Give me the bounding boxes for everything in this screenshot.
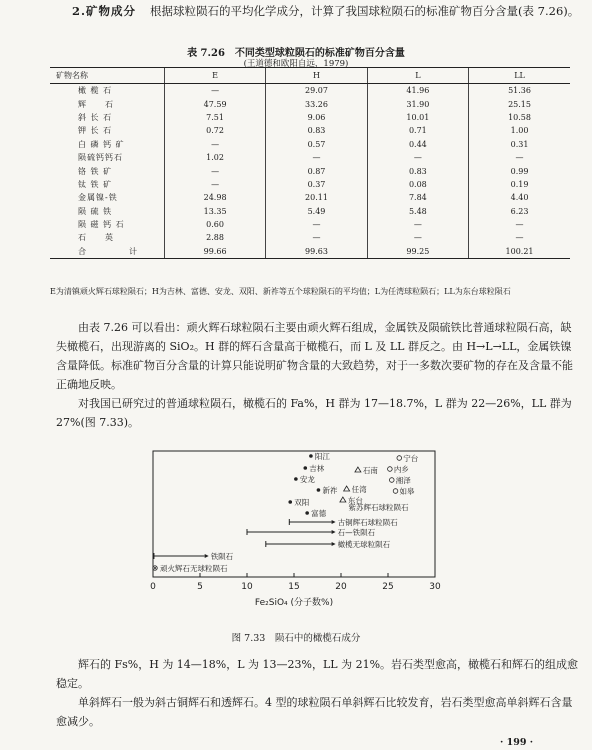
cell-value: 33.26 bbox=[266, 97, 367, 110]
cell-value: 7.84 bbox=[367, 191, 468, 204]
cell-value: — bbox=[469, 218, 570, 231]
cell-value: 0.72 bbox=[164, 124, 265, 137]
cell-value: 5.49 bbox=[266, 205, 367, 218]
sample-dot-marker bbox=[305, 511, 309, 515]
cell-value: — bbox=[164, 84, 265, 98]
intro-paragraph bbox=[72, 2, 582, 21]
cell-mineral: 石 英 bbox=[78, 233, 114, 243]
cell-value: 99.63 bbox=[266, 245, 367, 259]
cell-mineral: 铬 铁 矿 bbox=[78, 166, 113, 176]
table-row bbox=[50, 138, 570, 151]
cell-value: 1.00 bbox=[469, 124, 570, 137]
cell-value: — bbox=[164, 178, 265, 191]
figure-caption: 图 7.33 陨石中的橄榄石成分 bbox=[231, 633, 361, 644]
range-bar-arrow bbox=[205, 554, 209, 558]
cell-value: 24.98 bbox=[164, 191, 265, 204]
sample-circle-marker bbox=[388, 467, 393, 472]
cell-value: 9.06 bbox=[266, 111, 367, 124]
header-l: L bbox=[367, 68, 468, 84]
table-row bbox=[50, 84, 570, 98]
cell-value: 0.57 bbox=[266, 138, 367, 151]
cell-value: 0.19 bbox=[469, 178, 570, 191]
cell-value: 10.58 bbox=[469, 111, 570, 124]
cell-mineral: 金属镍-铁 bbox=[78, 193, 118, 203]
cell-value: 51.36 bbox=[469, 84, 570, 98]
sample-label: 阳江 bbox=[314, 452, 330, 461]
range-bar-label: 铁陨石 bbox=[210, 552, 234, 561]
table-row bbox=[50, 124, 570, 137]
cell-mineral: 橄 榄 石 bbox=[78, 86, 113, 96]
sample-dot-marker bbox=[309, 454, 313, 458]
sample-label: 安龙 bbox=[299, 475, 315, 484]
cell-value: — bbox=[266, 151, 367, 164]
cell-value: 7.51 bbox=[164, 111, 265, 124]
cell-mineral: 白 磷 钙 矿 bbox=[78, 139, 125, 149]
sample-circle-marker bbox=[389, 478, 394, 483]
table-row bbox=[50, 151, 570, 164]
sample-label: 湘泽 bbox=[395, 476, 411, 485]
table-body bbox=[50, 84, 570, 259]
cell-value: 0.37 bbox=[266, 178, 367, 191]
table-title: 表 7.26 不同类型球粒陨石的标准矿物百分含量 bbox=[187, 48, 405, 59]
cell-mineral: 辉 石 bbox=[78, 99, 114, 109]
sample-label: 东台 bbox=[347, 496, 363, 505]
sample-dot-marker bbox=[294, 477, 298, 481]
cell-value: 2.88 bbox=[164, 231, 265, 244]
sample-circle-marker bbox=[393, 489, 398, 494]
x-axis-title: Fe₂SiO₄ (分子数%) bbox=[254, 598, 334, 608]
sample-triangle-marker bbox=[340, 497, 346, 502]
cell-mineral: 陨 磁 钙 石 bbox=[78, 220, 125, 230]
range-bar-arrow bbox=[332, 530, 336, 534]
cell-value: 0.60 bbox=[164, 218, 265, 231]
range-bar-arrow bbox=[332, 520, 336, 524]
x-tick-label: 0 bbox=[150, 582, 156, 592]
cell-value: 41.96 bbox=[367, 84, 468, 98]
range-bar-label: 古铜辉石球粒陨石 bbox=[337, 518, 398, 527]
range-bar-label: 石—铁陨石 bbox=[337, 528, 376, 537]
header-e: E bbox=[164, 68, 265, 84]
range-bar-label: 橄榄无球粒陨石 bbox=[337, 540, 391, 549]
table-row bbox=[50, 178, 570, 191]
table-row bbox=[50, 191, 570, 204]
sample-label: 吉林 bbox=[309, 464, 325, 473]
page-number: · 199 · bbox=[500, 737, 534, 748]
cell-value: 0.44 bbox=[367, 138, 468, 151]
sample-label: 石南 bbox=[362, 466, 378, 475]
cell-mineral: 陨 硫 铁 bbox=[78, 206, 113, 216]
table-row bbox=[50, 205, 570, 218]
cell-mineral: 钾 长 石 bbox=[78, 126, 113, 136]
table-row bbox=[50, 111, 570, 124]
paragraph-1: 由表 7.26 可以看出：顽火辉石球粒陨石主要由顽火辉石组成，金属铁及陨硫铁比普通球粒陨石高，缺失橄榄石，出现游离的 SiO₂。H 群的辉石含量高于橄榄石，而 L 及 LL 群反之。由 H→L→LL，金属铁镍含量降低。标准矿物百分含量的计算只能说明矿物含量的大致趋势，对于一多数次要矿物的存在及含量不能正确地反映。 bbox=[56, 321, 573, 391]
cell-value: 5.48 bbox=[367, 205, 468, 218]
plot-frame bbox=[153, 451, 435, 577]
x-tick-label: 5 bbox=[197, 582, 203, 592]
x-tick-label: 10 bbox=[241, 582, 253, 592]
cell-value: — bbox=[367, 151, 468, 164]
range-point-dot bbox=[154, 567, 156, 569]
cell-mineral: 陨硫钙钙石 bbox=[78, 153, 123, 163]
cell-value: 13.35 bbox=[164, 205, 265, 218]
cell-value: — bbox=[266, 218, 367, 231]
cell-value: — bbox=[164, 138, 265, 151]
x-tick-label: 25 bbox=[382, 582, 394, 592]
cell-value: 29.07 bbox=[266, 84, 367, 98]
sample-label: 如皋 bbox=[399, 487, 415, 496]
cell-value: — bbox=[266, 231, 367, 244]
cell-mineral: 斜 长 石 bbox=[78, 112, 113, 122]
table-subtitle: (王道德和欧阳自远，1979) bbox=[243, 59, 349, 69]
sample-triangle-marker bbox=[355, 467, 361, 472]
table-row bbox=[50, 164, 570, 177]
cell-value: 0.99 bbox=[469, 164, 570, 177]
sample-label: 新祚 bbox=[322, 486, 338, 495]
intro-text: 根据球粒陨石的平均化学成分，计算了我国球粒陨石的标准矿物百分含量(表 7.26)。 bbox=[150, 4, 580, 18]
cell-mineral: 合 计 bbox=[50, 245, 164, 259]
cell-value: 0.83 bbox=[367, 164, 468, 177]
x-tick-label: 15 bbox=[288, 582, 300, 592]
cell-value: 99.66 bbox=[164, 245, 265, 259]
sample-label: 内乡 bbox=[393, 465, 409, 474]
cell-value: — bbox=[164, 164, 265, 177]
sample-dot-marker bbox=[303, 466, 307, 470]
table-row bbox=[50, 218, 570, 231]
cell-value: 4.40 bbox=[469, 191, 570, 204]
cell-value: 20.11 bbox=[266, 191, 367, 204]
header-mineral: 矿物名称 bbox=[50, 68, 164, 84]
paragraph-2: 对我国已研究过的普通球粒陨石，橄榄石的 Fa%，H 群为 17—18.7%，L 群为 22—26%，LL 群为 27%(图 7.33)。 bbox=[56, 397, 572, 429]
cell-mineral: 钛 铁 矿 bbox=[78, 179, 113, 189]
range-bar-label: 顽火辉石无球粒陨石 bbox=[160, 564, 228, 573]
sample-dot-marker bbox=[317, 488, 321, 492]
x-tick-label: 20 bbox=[335, 582, 347, 592]
x-tick-label: 30 bbox=[429, 582, 441, 592]
sample-dot-marker bbox=[288, 500, 292, 504]
cell-value: 10.01 bbox=[367, 111, 468, 124]
cell-value: 31.90 bbox=[367, 97, 468, 110]
table-header-row bbox=[50, 68, 570, 84]
table-row bbox=[50, 245, 570, 259]
cell-value: 0.31 bbox=[469, 138, 570, 151]
table-row bbox=[50, 231, 570, 244]
legend-label: 紫苏辉石球粒陨石 bbox=[348, 503, 409, 512]
sample-label: 宁台 bbox=[403, 454, 419, 463]
sample-label: 富德 bbox=[311, 509, 327, 518]
sample-label: 双阳 bbox=[294, 498, 310, 507]
header-ll: LL bbox=[469, 68, 570, 84]
intro-lead: 2.矿物成分 bbox=[72, 4, 137, 18]
olivine-composition-figure bbox=[143, 445, 443, 615]
mineral-table bbox=[50, 67, 570, 259]
paragraph-3: 辉石的 Fs%，H 为 14—18%，L 为 13—23%，LL 为 21%。岩石类型愈高，橄榄石和辉石的组成愈稳定。 bbox=[56, 658, 579, 690]
cell-value: 0.87 bbox=[266, 164, 367, 177]
cell-value: 0.08 bbox=[367, 178, 468, 191]
sample-label: 任湾 bbox=[351, 485, 367, 494]
cell-value: 47.59 bbox=[164, 97, 265, 110]
header-h: H bbox=[266, 68, 367, 84]
table-row bbox=[50, 97, 570, 110]
cell-value: 1.02 bbox=[164, 151, 265, 164]
cell-value: 0.83 bbox=[266, 124, 367, 137]
paragraph-4: 单斜辉石一般为斜古铜辉石和透辉石。4 型的球粒陨石单斜辉石比较发育，岩石类型愈高单斜辉石含量愈减少。 bbox=[56, 696, 573, 728]
cell-value: 100.21 bbox=[469, 245, 570, 259]
cell-value: — bbox=[367, 218, 468, 231]
cell-value: — bbox=[367, 231, 468, 244]
cell-value: 0.71 bbox=[367, 124, 468, 137]
cell-value: — bbox=[469, 151, 570, 164]
cell-value: 6.23 bbox=[469, 205, 570, 218]
cell-value: 25.15 bbox=[469, 97, 570, 110]
sample-triangle-marker bbox=[344, 486, 350, 491]
cell-value: — bbox=[469, 231, 570, 244]
sample-circle-marker bbox=[397, 456, 402, 461]
table-note: E为清镇顽火辉石球粒陨石；H为吉林、富德、安龙、双阳、新祚等五个球粒陨石的平均值；L为任湾球粒陨石；LL为东台球粒陨石 bbox=[50, 287, 511, 296]
cell-value: 99.25 bbox=[367, 245, 468, 259]
range-bar-arrow bbox=[332, 542, 336, 546]
